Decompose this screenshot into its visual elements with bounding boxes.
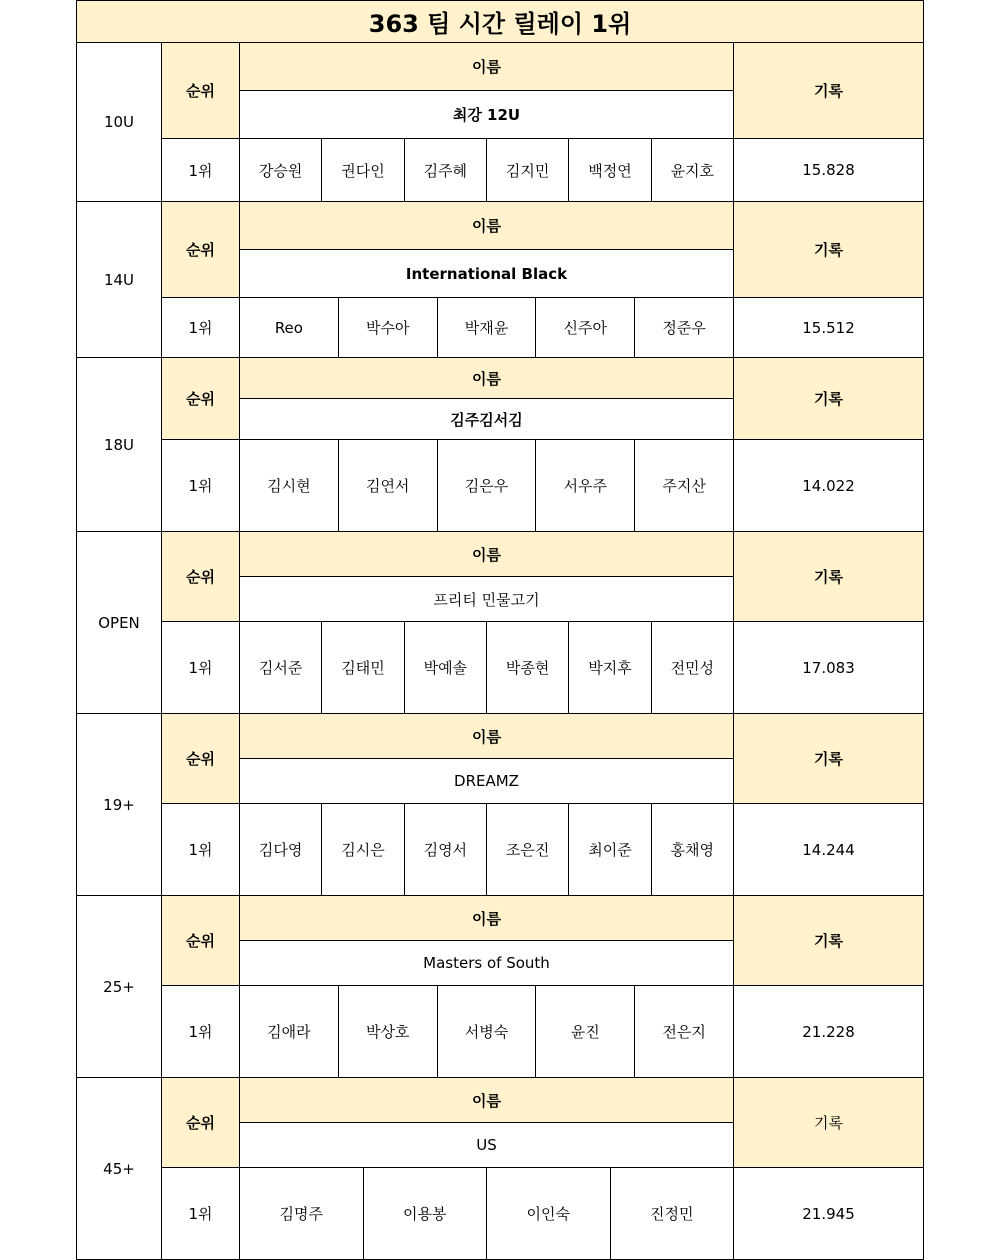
member-name: 김태민	[321, 622, 403, 713]
member-name: 전은지	[634, 986, 733, 1077]
member-name: 권다인	[321, 139, 403, 201]
record-header: 기록	[734, 43, 924, 139]
team-name: Masters of South	[240, 941, 734, 986]
name-header: 이름	[240, 714, 734, 759]
team-name: DREAMZ	[240, 759, 734, 804]
division-label: 45+	[77, 1078, 162, 1260]
member-list-row	[240, 298, 733, 357]
members-row	[77, 298, 924, 358]
member-name: 김다영	[258, 841, 303, 859]
record-header: 기록	[734, 1078, 924, 1168]
record-value: 15.512	[734, 298, 924, 358]
member-name: 이인숙	[486, 1168, 610, 1259]
record-value: 14.244	[734, 804, 924, 896]
team-name: International Black	[240, 250, 734, 298]
group-header-row	[77, 896, 924, 941]
division-label: 19+	[77, 714, 162, 896]
record-value: 17.083	[734, 622, 924, 714]
division-label: OPEN	[77, 532, 162, 714]
member-list-row	[240, 440, 733, 531]
members-row	[77, 986, 924, 1078]
record-value: 15.828	[734, 139, 924, 202]
name-header: 이름	[240, 896, 734, 941]
division-label: 14U	[77, 202, 162, 358]
member-name: Reo	[274, 318, 303, 337]
member-name: 이용봉	[363, 1168, 487, 1259]
results-body	[77, 1, 924, 1260]
group-header-row	[77, 1078, 924, 1123]
rank-value: 1위	[162, 298, 240, 358]
member-name: 김서준	[258, 659, 303, 677]
member-list	[240, 622, 734, 714]
rank-header: 순위	[162, 202, 240, 298]
members-row	[77, 1168, 924, 1260]
name-header: 이름	[240, 1078, 734, 1123]
member-list	[240, 440, 734, 532]
member-name: 김애라	[267, 1023, 311, 1041]
record-value: 21.228	[734, 986, 924, 1078]
member-name: 최이준	[568, 804, 650, 895]
member-list-row	[240, 622, 733, 713]
member-name: 전민성	[651, 622, 733, 713]
record-header: 기록	[734, 714, 924, 804]
name-header: 이름	[240, 202, 734, 250]
division-label: 25+	[77, 896, 162, 1078]
team-name: 최강 12U	[240, 91, 734, 139]
member-name: 홍채영	[651, 804, 733, 895]
rank-value: 1위	[162, 139, 240, 202]
member-name: 김연서	[338, 440, 437, 531]
rank-header: 순위	[162, 1078, 240, 1168]
member-list-row	[240, 1168, 733, 1259]
name-header: 이름	[240, 43, 734, 91]
rank-value: 1위	[162, 440, 240, 532]
rank-value: 1위	[162, 804, 240, 896]
record-header: 기록	[734, 358, 924, 440]
member-name: 박종현	[486, 622, 568, 713]
member-list	[240, 986, 734, 1078]
rank-value: 1위	[162, 622, 240, 714]
team-name: US	[240, 1123, 734, 1168]
record-header: 기록	[734, 202, 924, 298]
record-header: 기록	[734, 532, 924, 622]
members-row	[77, 440, 924, 532]
member-name: 김지민	[486, 139, 568, 201]
member-name: 주지산	[634, 440, 733, 531]
member-name: 박수아	[338, 298, 437, 357]
member-name: 정준우	[634, 298, 733, 357]
group-header-row	[77, 43, 924, 91]
rank-value: 1위	[162, 986, 240, 1078]
rank-header: 순위	[162, 358, 240, 440]
members-row	[77, 804, 924, 896]
group-header-row	[77, 532, 924, 577]
member-name: 김시현	[267, 477, 311, 495]
results-table	[76, 0, 924, 1260]
division-label: 18U	[77, 358, 162, 532]
member-name: 강승원	[258, 161, 303, 180]
record-value: 21.945	[734, 1168, 924, 1260]
team-name: 김주김서김	[240, 399, 734, 440]
member-name: 김시은	[321, 804, 403, 895]
rank-header: 순위	[162, 532, 240, 622]
member-list	[240, 1168, 734, 1260]
member-name: 진정민	[610, 1168, 734, 1259]
member-name: 박재윤	[437, 298, 536, 357]
member-name: 서병숙	[437, 986, 536, 1077]
results-sheet	[76, 0, 923, 1260]
member-name: 서우주	[535, 440, 634, 531]
member-name: 윤지호	[651, 139, 733, 201]
group-header-row	[77, 202, 924, 250]
member-list-row	[240, 139, 733, 201]
record-header: 기록	[734, 896, 924, 986]
member-name: 신주아	[535, 298, 634, 357]
member-name: 조은진	[486, 804, 568, 895]
member-name: 김영서	[404, 804, 486, 895]
record-value: 14.022	[734, 440, 924, 532]
member-name: 김명주	[279, 1205, 323, 1223]
group-header-row	[77, 714, 924, 759]
member-name: 김주혜	[404, 139, 486, 201]
member-list	[240, 139, 734, 202]
name-header: 이름	[240, 358, 734, 399]
members-row	[77, 139, 924, 202]
name-header: 이름	[240, 532, 734, 577]
rank-header: 순위	[162, 43, 240, 139]
group-header-row	[77, 358, 924, 399]
team-name: 프리티 민물고기	[240, 577, 734, 622]
member-name: 박지후	[568, 622, 650, 713]
page-title: 363 팀 시간 릴레이 1위	[77, 1, 924, 43]
member-name: 윤진	[535, 986, 634, 1077]
division-label: 10U	[77, 43, 162, 202]
title-row	[77, 1, 924, 43]
member-list-row	[240, 804, 733, 895]
member-list	[240, 804, 734, 896]
rank-value: 1위	[162, 1168, 240, 1260]
rank-header: 순위	[162, 896, 240, 986]
member-name: 백정연	[568, 139, 650, 201]
member-name: 박상호	[338, 986, 437, 1077]
member-name: 박예솔	[404, 622, 486, 713]
member-list-row	[240, 986, 733, 1077]
member-list	[240, 298, 734, 358]
rank-header: 순위	[162, 714, 240, 804]
member-name: 김은우	[437, 440, 536, 531]
members-row	[77, 622, 924, 714]
